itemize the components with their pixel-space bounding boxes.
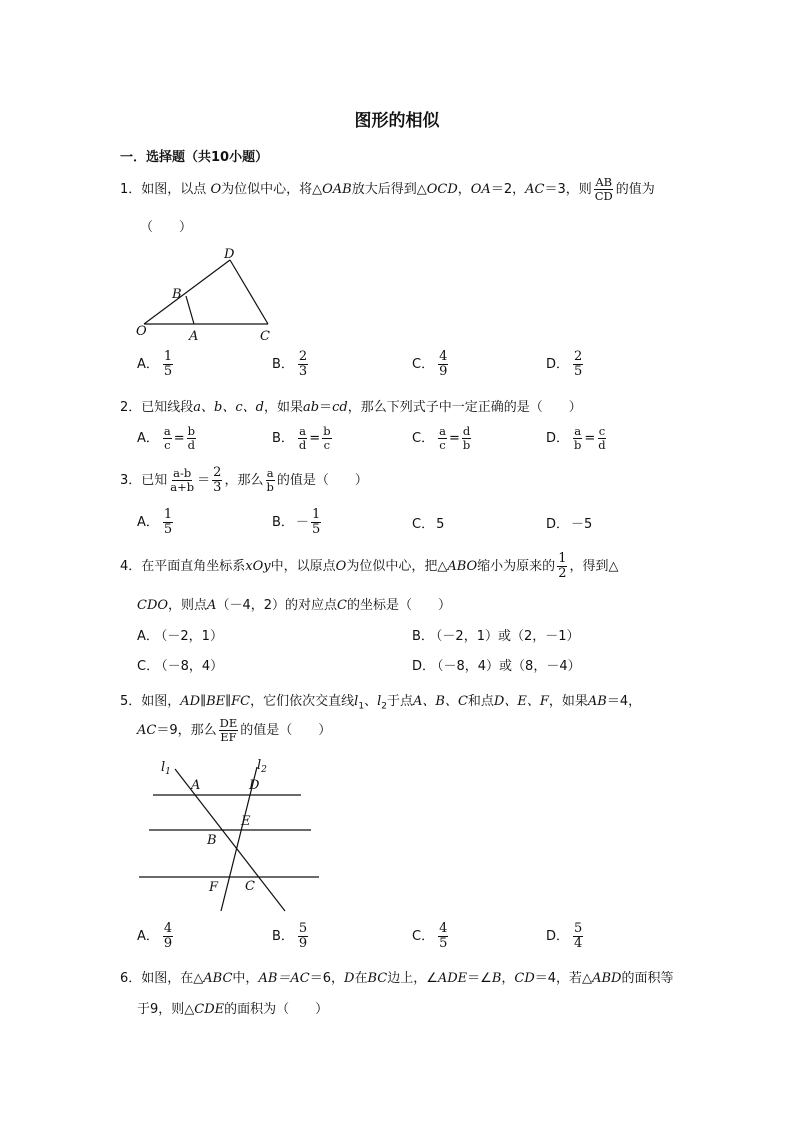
question-5-line-2: AC＝9，那么 $\frac{DE}{EF}$ 的值是（ ） bbox=[137, 716, 332, 744]
segment-ba bbox=[186, 296, 194, 324]
point-label-a: A bbox=[191, 778, 201, 793]
fraction: $\frac{AB}{CD}$ bbox=[594, 175, 613, 203]
q1-option-b[interactable]: B． $\frac{2}{3}$ bbox=[272, 349, 308, 379]
question-4-line-1: 4．在平面直角坐标系xOy中，以原点O为位似中心，把△ABO缩小为原来的 $\frac{1}{2}$ ，得到△ bbox=[120, 551, 619, 581]
question-1: 1．如图，以点 O为位似中心，将△OAB放大后得到△OCD，OA＝2，AC＝3，则 $\frac{AB}{CD}$ 的值为 bbox=[120, 175, 655, 203]
section-heading: 一．选择题（共10小题） bbox=[120, 150, 269, 165]
question-6-line-2: 于9，则△CDE的面积为（ ） bbox=[137, 1002, 329, 1017]
line-label-l2: $l_2$ bbox=[257, 758, 267, 775]
q4-option-c[interactable]: C． （－8，4） bbox=[137, 659, 224, 674]
page-title: 图形的相似 bbox=[354, 111, 440, 131]
q2-option-b[interactable]: B． $\frac{a}{d}$ = $\frac{b}{c}$ bbox=[272, 424, 331, 452]
q3-option-b[interactable]: B． － $\frac{1}{5}$ bbox=[272, 507, 321, 537]
point-label-c: C bbox=[245, 879, 255, 894]
figure-triangle-similarity bbox=[130, 240, 290, 345]
q4-option-d[interactable]: D． （－8，4）或（8，－4） bbox=[412, 659, 581, 674]
q5-option-d[interactable]: D． $\frac{5}{4}$ bbox=[546, 921, 583, 951]
q1-option-a[interactable]: A． $\frac{1}{5}$ bbox=[137, 349, 173, 379]
q5-option-c[interactable]: C． $\frac{4}{5}$ bbox=[412, 921, 448, 951]
q3-option-d[interactable]: D． －5 bbox=[546, 517, 593, 532]
question-5-line-1: 5．如图，AD∥BE∥FC，它们依次交直线$l_1$、$l_2$于点A、B、C和点D、E、F，如果AB＝4， bbox=[120, 694, 642, 712]
question-4-line-2: CDO，则点A（－4，2）的对应点C的坐标是（ ） bbox=[137, 598, 451, 613]
q4-option-a[interactable]: A． （－2，1） bbox=[137, 629, 223, 644]
q2-option-d[interactable]: D． $\frac{a}{b}$ = $\frac{c}{d}$ bbox=[546, 424, 606, 452]
q3-option-c[interactable]: C． 5 bbox=[412, 517, 445, 532]
point-label-a: A bbox=[189, 329, 199, 344]
q1-option-c[interactable]: C． $\frac{4}{9}$ bbox=[412, 349, 448, 379]
point-label-o: O bbox=[136, 324, 147, 339]
q4-option-b[interactable]: B． （－2，1）或（2，－1） bbox=[412, 629, 580, 644]
point-label-c: C bbox=[260, 329, 270, 344]
segment-od bbox=[144, 260, 230, 324]
q2-option-c[interactable]: C． $\frac{a}{c}$ = $\frac{d}{b}$ bbox=[412, 424, 471, 452]
point-label-d: D bbox=[224, 247, 235, 262]
q5-option-b[interactable]: B． $\frac{5}{9}$ bbox=[272, 921, 308, 951]
point-label-b: B bbox=[207, 833, 217, 848]
q3-option-a[interactable]: A． $\frac{1}{5}$ bbox=[137, 507, 173, 537]
question-2: 2．已知线段a、b、c、d，如果ab＝cd，那么下列式子中一定正确的是（ ） bbox=[120, 400, 582, 415]
point-label-b: B bbox=[172, 287, 182, 302]
line-label-l1: $l_1$ bbox=[161, 760, 171, 777]
question-3: 3．已知 $\frac{a-b}{a+b}$ ＝ $\frac{2}{3}$ ，那么 $\frac{a}{b}$ 的值是（ ） bbox=[120, 465, 368, 495]
point-label-f: F bbox=[209, 880, 219, 895]
figure-parallel-lines bbox=[135, 755, 325, 915]
segment-dc bbox=[230, 260, 268, 324]
point-label-d: D bbox=[249, 778, 260, 793]
q5-option-a[interactable]: A． $\frac{4}{9}$ bbox=[137, 921, 173, 951]
q2-option-a[interactable]: A． $\frac{a}{c}$ = $\frac{b}{d}$ bbox=[137, 424, 196, 452]
point-label-e: E bbox=[241, 814, 251, 829]
answer-paren: （ ） bbox=[140, 220, 193, 235]
question-6-line-1: 6．如图，在△ABC中，AB＝AC＝6，D在BC边上，∠ADE＝∠B，CD＝4，若△ABD的面积等 bbox=[120, 971, 674, 986]
q1-option-d[interactable]: D． $\frac{2}{5}$ bbox=[546, 349, 583, 379]
